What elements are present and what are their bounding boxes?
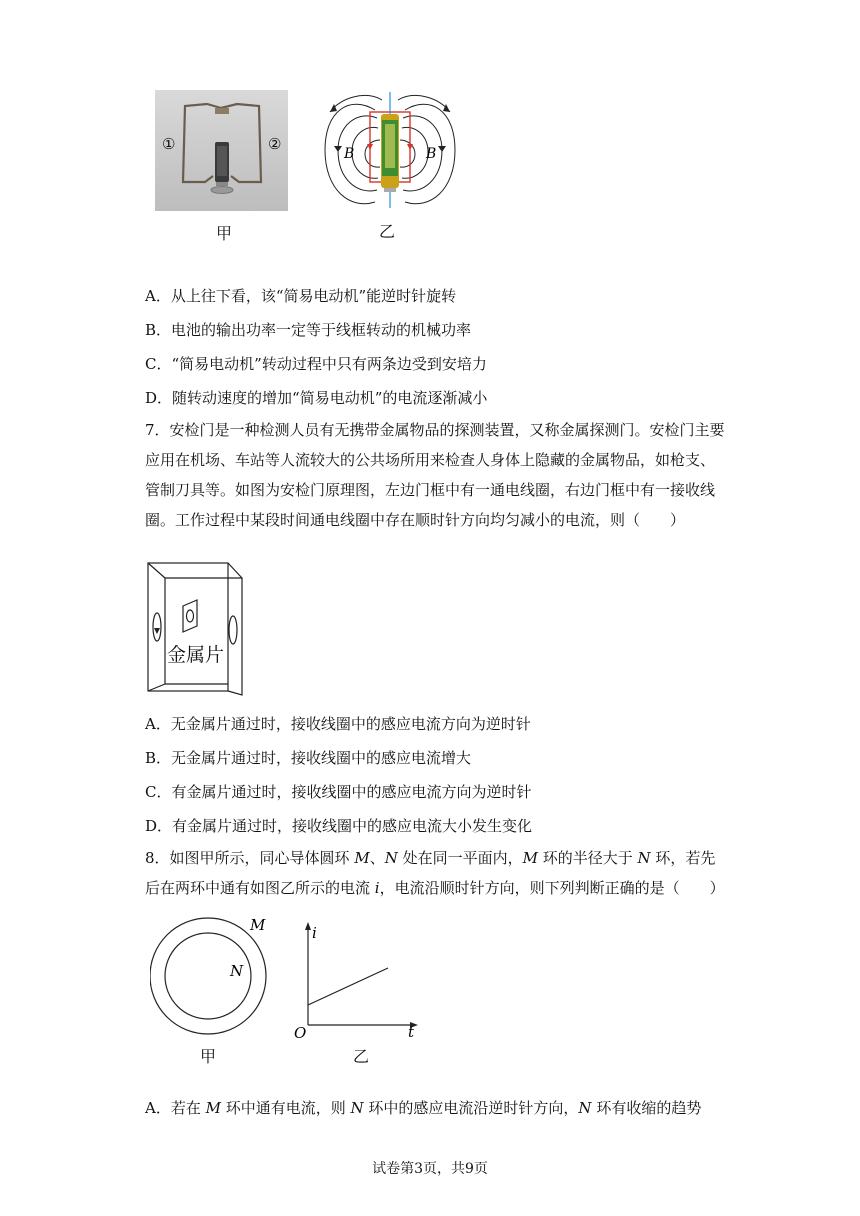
figure-6-caption-right: 乙 xyxy=(379,222,396,241)
page-footer: 试卷第3页，共9页 xyxy=(372,1161,488,1177)
axis-i-label: i xyxy=(312,924,317,942)
q7-option-d: D．有金属片通过时，接收线圈中的感应电流大小发生变化 xyxy=(145,817,533,835)
q6-option-b: B．电池的输出功率一定等于线框转动的机械功率 xyxy=(145,321,472,339)
origin-label: O xyxy=(294,1024,307,1040)
figure-8 xyxy=(150,910,430,1070)
q8-option-a: A．若在 M 环中通有电流，则 N 环中的感应电流沿逆时针方向，N 环有收缩的趋势 xyxy=(145,1099,702,1117)
field-label-left: B xyxy=(344,146,355,162)
photo-label-1: ① xyxy=(162,135,176,153)
q6-option-a: A．从上往下看，该“简易电动机”能逆时针旋转 xyxy=(145,287,457,305)
figure-8-caption-right: 乙 xyxy=(353,1047,370,1066)
figure-6 xyxy=(150,85,470,245)
q7-option-a: A．无金属片通过时，接收线圈中的感应电流方向为逆时针 xyxy=(145,715,531,733)
q7-stem: 7．安检门是一种检测人员有无携带金属物品的探测装置，又称金属探测门。安检门主要应用在机场、车站等人流较大的公共场所用来检查人身体上隐藏的金属物品，如枪支、管制刀具等。如图为安检门原理图，左边门框中有一通电线圈，右边门框中有一接收线圈。工作过程中某段时间通电线圈中存在顺时针方向均匀减小的电流，则（ ） xyxy=(145,421,725,529)
ring-m xyxy=(150,918,266,1034)
q8-stem: 8．如图甲所示，同心导体圆环 M、N 处在同一平面内，M 环的半径大于 N 环，若先后在两环中通有如图乙所示的电流 i，电流沿顺时针方向，则下列判断正确的是（ ） xyxy=(145,849,725,897)
q7-option-b: B．无金属片通过时，接收线圈中的感应电流增大 xyxy=(145,749,472,767)
q6-option-d: D．随转动速度的增加“简易电动机”的电流逐渐减小 xyxy=(145,389,488,407)
ring-n-label: N xyxy=(230,962,244,980)
figure-6-caption-left: 甲 xyxy=(216,224,233,243)
metal-piece-label: 金属片 xyxy=(167,644,225,666)
figure-8-drawing xyxy=(150,910,430,1040)
axis-t-label: t xyxy=(408,1023,415,1040)
ring-m-label: M xyxy=(250,916,266,934)
figure-8-caption-left: 甲 xyxy=(200,1047,217,1066)
security-gate-figure xyxy=(145,560,245,700)
photo-label-2: ② xyxy=(268,135,282,153)
y-axis-arrow xyxy=(305,922,311,930)
security-gate-drawing xyxy=(145,560,245,700)
current-line xyxy=(308,968,388,1005)
field-label-right: B xyxy=(426,146,437,162)
magnetic-field-diagram xyxy=(320,90,460,212)
q6-option-c: C．“简易电动机”转动过程中只有两条边受到安培力 xyxy=(145,355,487,373)
q7-option-c: C．有金属片通过时，接收线圈中的感应电流方向为逆时针 xyxy=(145,783,532,801)
